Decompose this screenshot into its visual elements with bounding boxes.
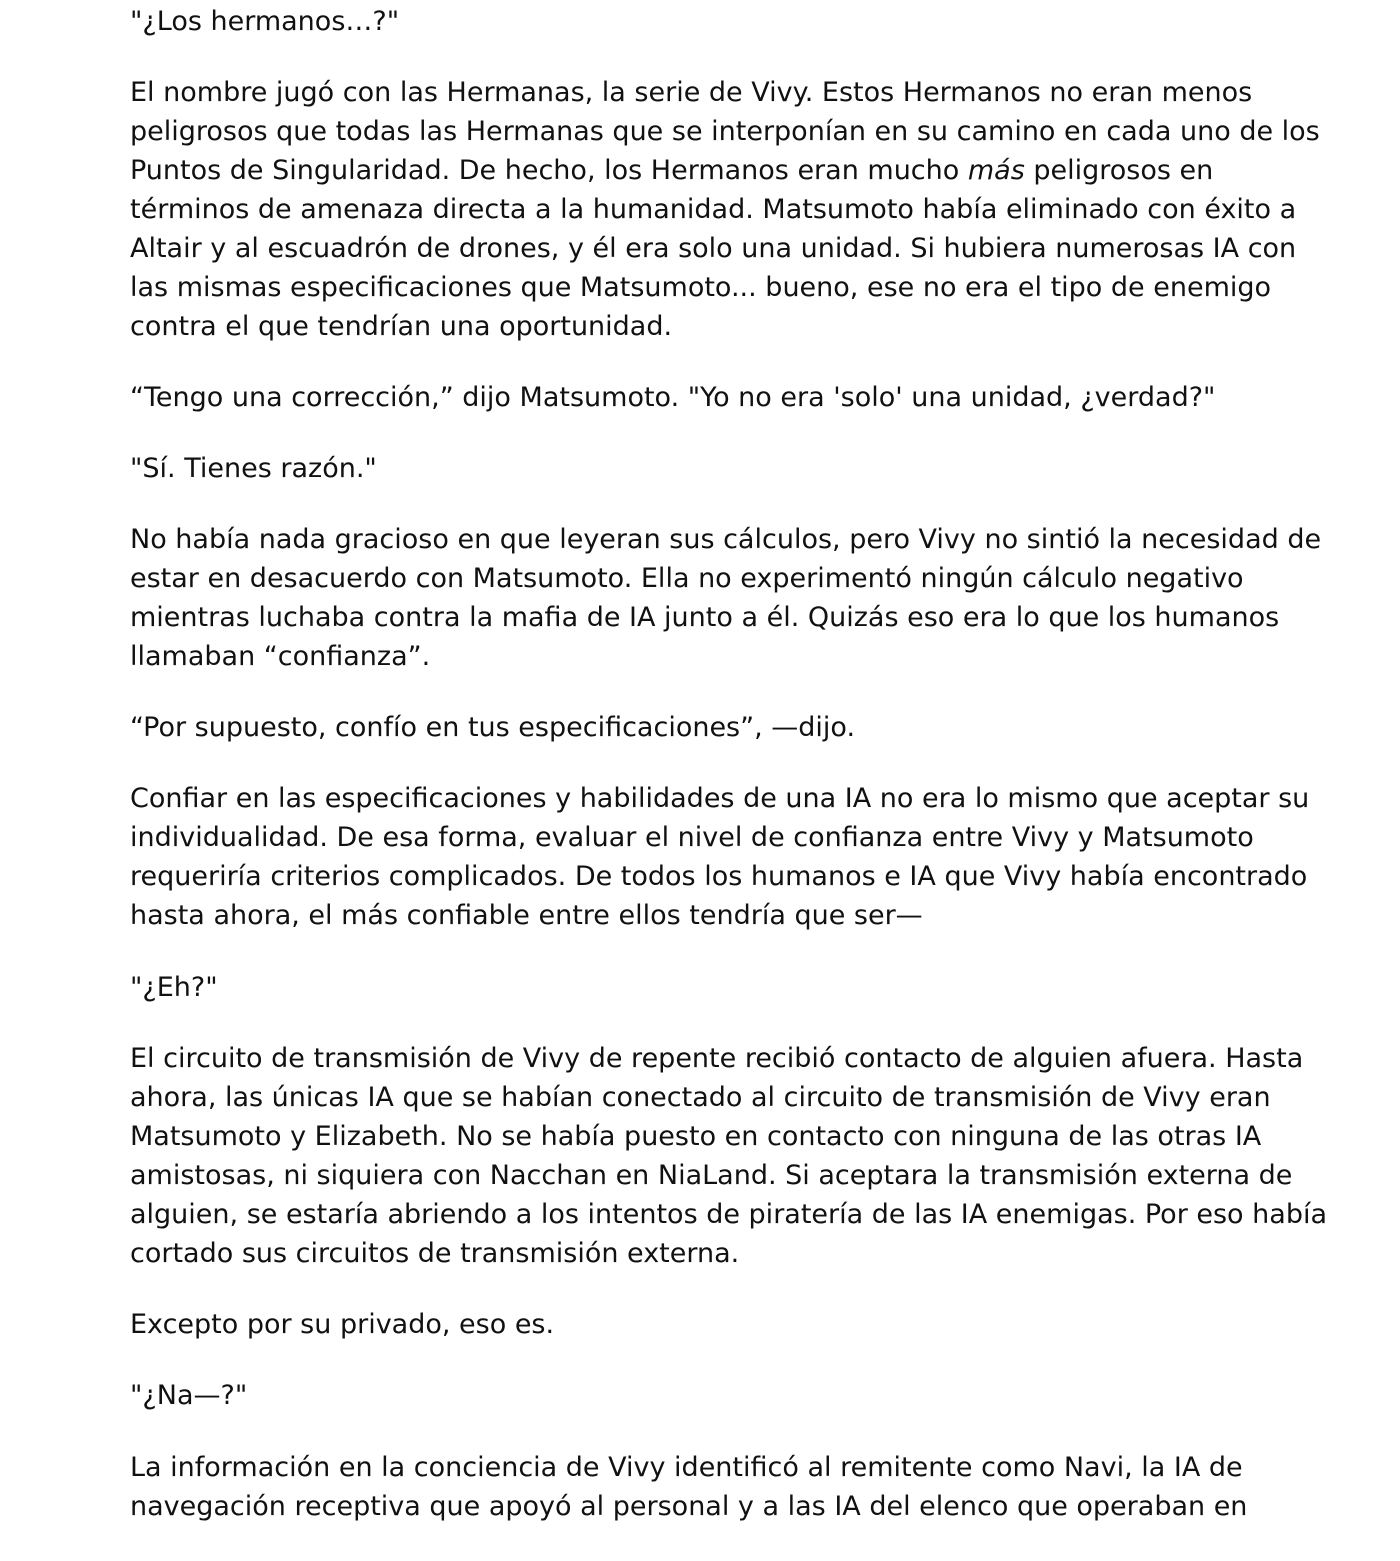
paragraph-7: [130, 779, 1310, 935]
text-line: "Sí. Tienes razón.": [130, 453, 377, 484]
text-line: mientras luchaba contra la mafia de IA junto a él. Quizás eso era lo que los humanos: [130, 602, 1280, 633]
text-line: No había nada gracioso en que leyeran sus cálculos, pero Vivy no sintió la necesidad de: [130, 524, 1322, 555]
text-line: individualidad. De esa forma, evaluar el nivel de confianza entre Vivy y Matsumoto: [130, 822, 1254, 853]
text-line: estar en desacuerdo con Matsumoto. Ella no experimentó ningún cálculo negativo: [130, 563, 1244, 594]
text-line: Excepto por su privado, eso es.: [130, 1309, 555, 1340]
paragraph-4: [130, 449, 1280, 488]
text-line: requeriría criterios complicados. De todos los humanos e IA que Vivy había encontrado: [130, 861, 1308, 892]
text-line: “Tengo una corrección,” dijo Matsumoto. "Yo no era 'solo' una unidad, ¿verdad?": [130, 382, 1216, 413]
paragraph-1: [130, 2, 1280, 41]
text-line: contra el que tendrían una oportunidad.: [130, 311, 673, 342]
paragraph-6: [130, 708, 1280, 747]
paragraph-12: [130, 1448, 1280, 1526]
text-line: navegación receptiva que apoyó al personal y a las IA del elenco que operaban en: [130, 1491, 1248, 1522]
text-line: "¿Eh?": [130, 972, 218, 1003]
text-line-with-emphasis: [130, 151, 1280, 190]
paragraph-8: [130, 968, 1280, 1007]
text-line: términos de amenaza directa a la humanidad. Matsumoto había eliminado con éxito a: [130, 194, 1297, 225]
text-line: hasta ahora, el más confiable entre ellos tendría que ser—: [130, 900, 923, 931]
text-line: "¿Na—?": [130, 1380, 248, 1411]
text-line: alguien, se estaría abriendo a los intentos de piratería de las IA enemigas. Por eso había: [130, 1199, 1328, 1230]
paragraph-5: [130, 520, 1322, 676]
text-line: llamaban “confianza”.: [130, 641, 431, 672]
paragraph-11: [130, 1376, 1280, 1415]
text-line: Matsumoto y Elizabeth. No se había puesto en contacto con ninguna de las otras IA: [130, 1121, 1262, 1152]
text-line: cortado sus circuitos de transmisión externa.: [130, 1238, 740, 1269]
paragraph-3: [130, 378, 1280, 417]
text-line: Altair y al escuadrón de drones, y él era solo una unidad. Si hubiera numerosas IA con: [130, 233, 1297, 264]
text-line: La información en la conciencia de Vivy identificó al remitente como Navi, la IA de: [130, 1452, 1243, 1483]
paragraph-2: [130, 73, 1320, 346]
text-line: El nombre jugó con las Hermanas, la serie de Vivy. Estos Hermanos no eran menos: [130, 77, 1253, 108]
paragraph-10: [130, 1305, 1280, 1344]
text-line: peligrosos que todas las Hermanas que se interponían en su camino en cada uno de los: [130, 116, 1320, 147]
text-line: El circuito de transmisión de Vivy de repente recibió contacto de alguien afuera. Hasta: [130, 1043, 1304, 1074]
paragraph-9: [130, 1039, 1328, 1273]
text-segment: Puntos de Singularidad. De hecho, los Hermanos eran mucho: [130, 155, 968, 186]
text-line: ahora, las únicas IA que se habían conectado al circuito de transmisión de Vivy eran: [130, 1082, 1271, 1113]
text-line: las mismas especificaciones que Matsumoto... bueno, ese no era el tipo de enemigo: [130, 272, 1272, 303]
text-segment: peligrosos en: [1024, 155, 1214, 186]
text-line: "¿Los hermanos…?": [130, 6, 400, 37]
text-line: “Por supuesto, confío en tus especificaciones”, —dijo.: [130, 712, 856, 743]
text-line: amistosas, ni siquiera con Nacchan en NiaLand. Si aceptara la transmisión externa de: [130, 1160, 1293, 1191]
text-line: Confiar en las especificaciones y habilidades de una IA no era lo mismo que aceptar su: [130, 783, 1310, 814]
emphasis-word: más: [967, 155, 1025, 186]
